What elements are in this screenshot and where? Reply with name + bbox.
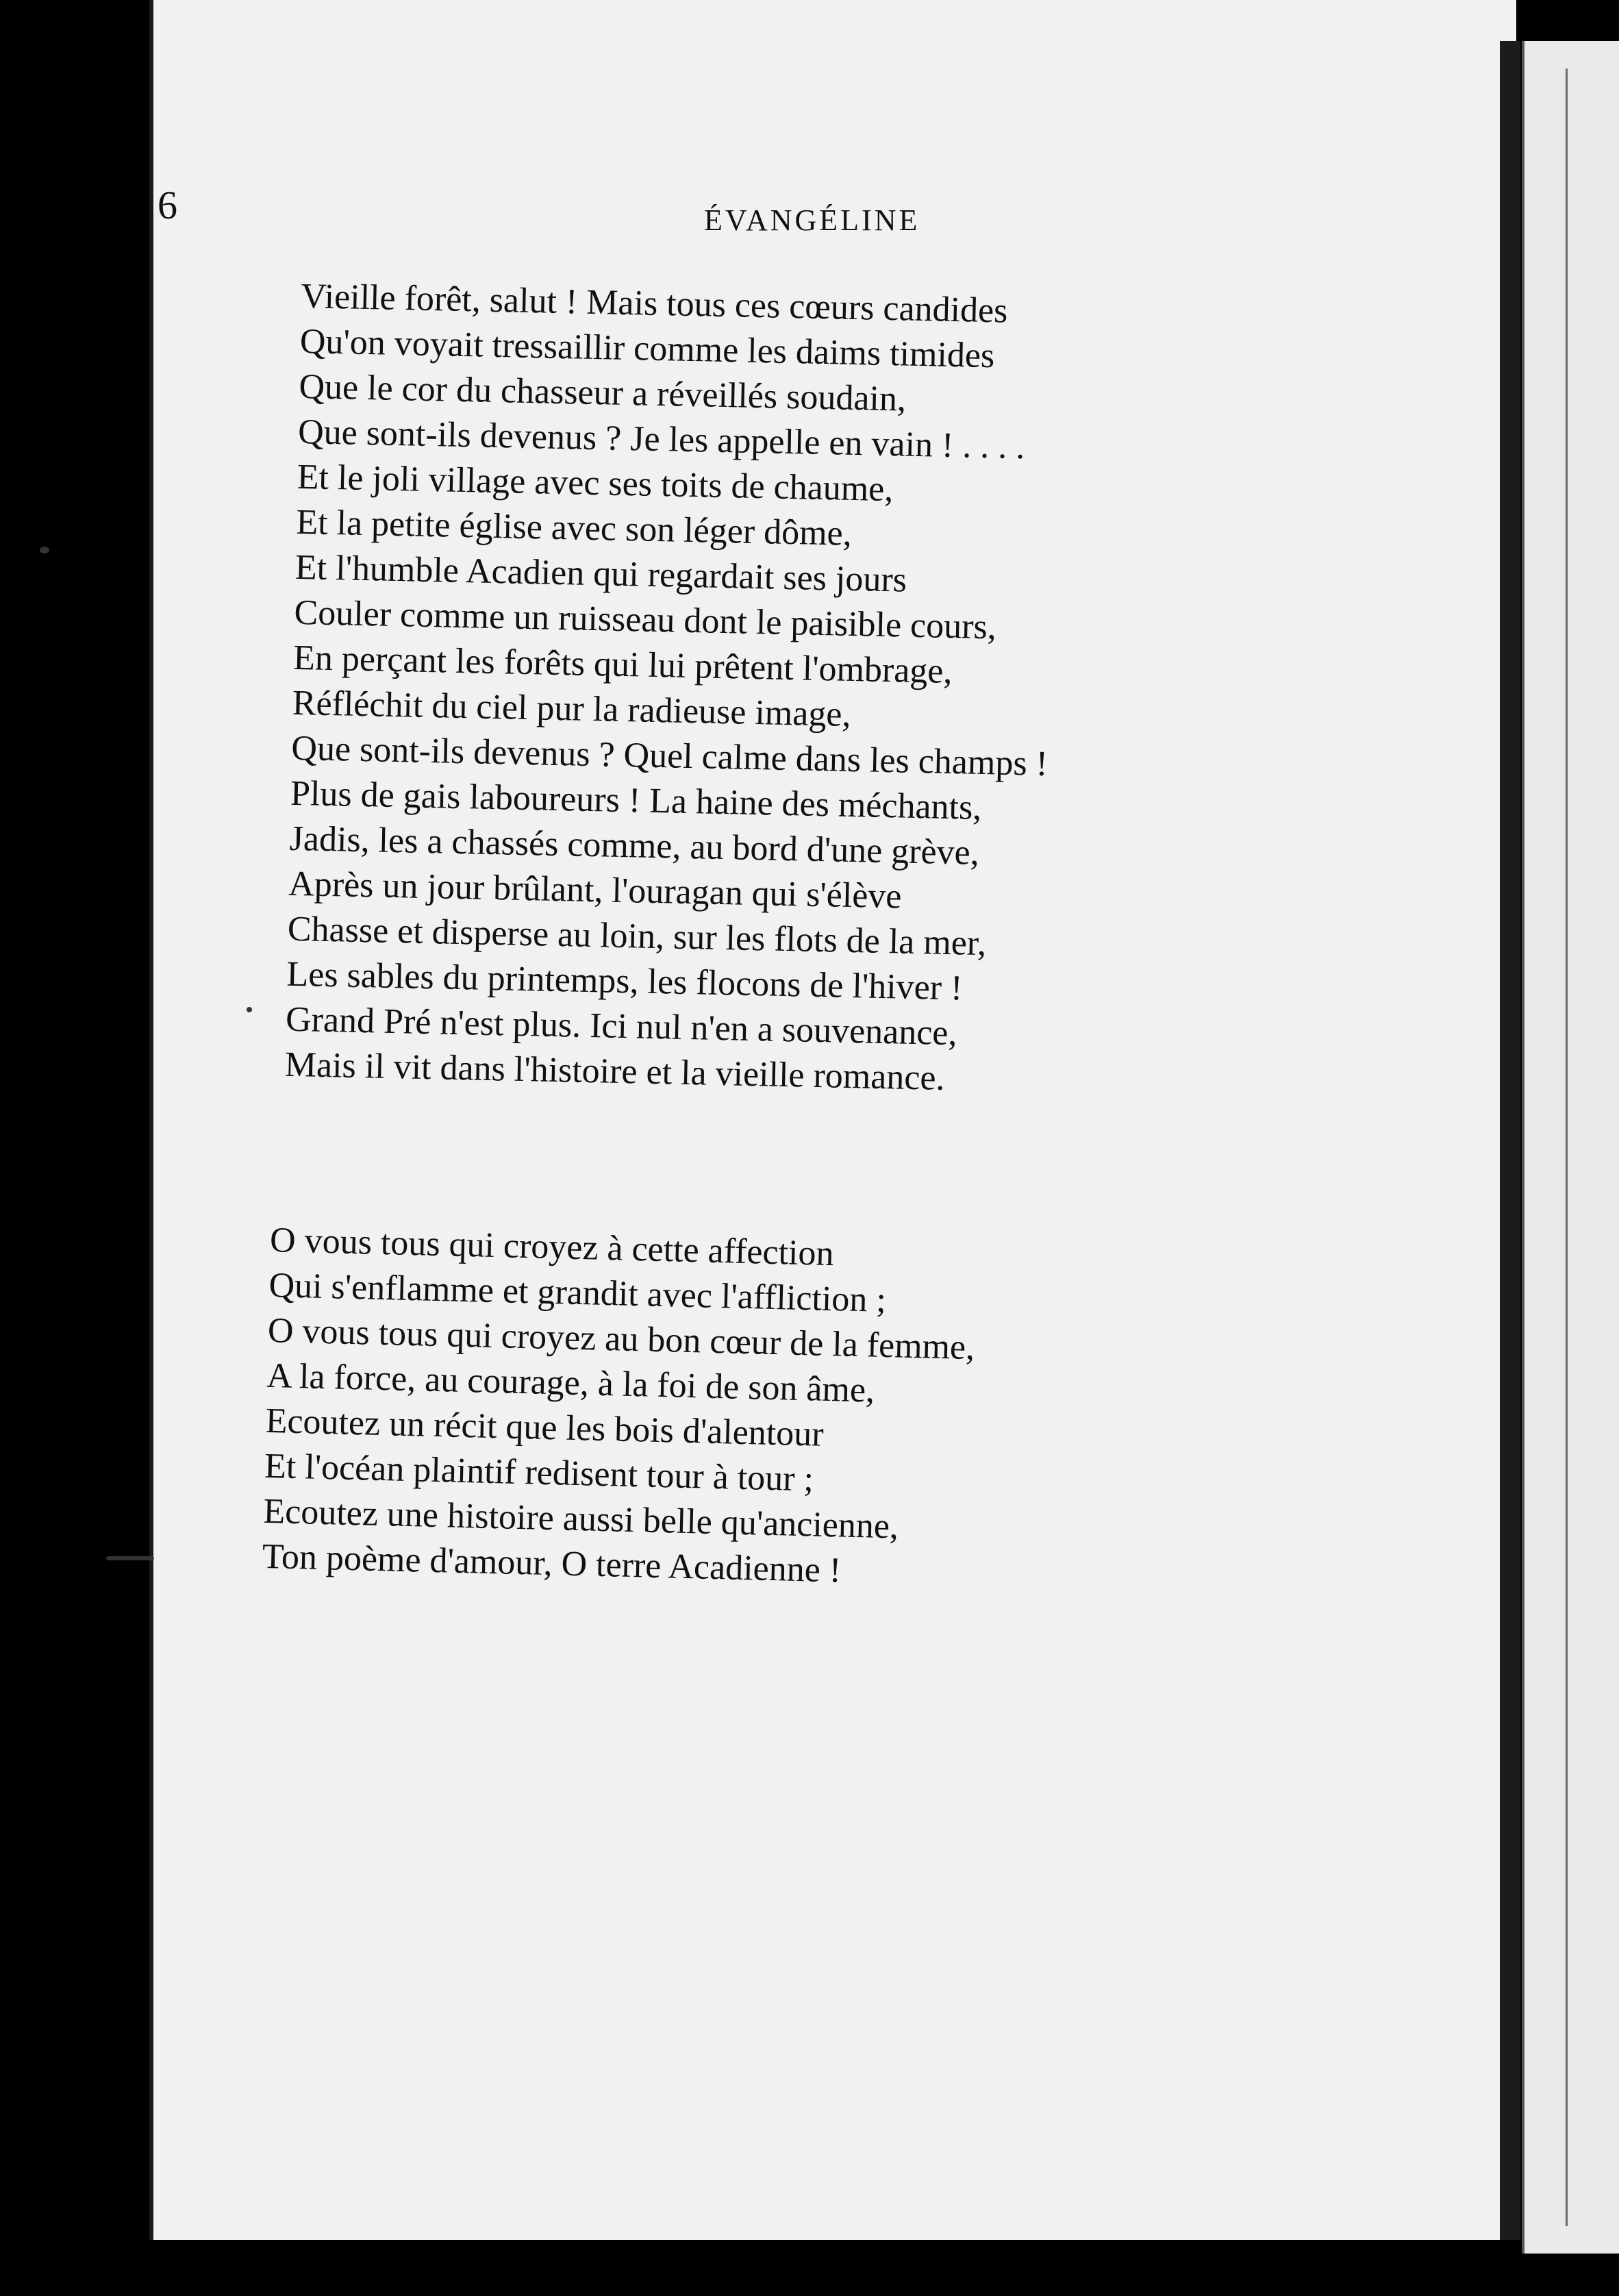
verse-line: Chasse et disperse au loin, sur les flots de la mer, — [287, 909, 987, 964]
scan-speck — [106, 1556, 154, 1560]
verse-line: Et l'océan plaintif redisent tour à tour ; — [264, 1446, 814, 1499]
adjacent-page-edge — [1522, 41, 1619, 2254]
verse-line: Grand Pré n'est plus. Ici nul n'en a souvenance, — [285, 999, 958, 1053]
stanza-1 — [284, 274, 1057, 1103]
verse-line: Plus de gais laboureurs ! La haine des méchants, — [290, 773, 982, 827]
verse-line: Les sables du printemps, les flocons de l'hiver ! — [286, 954, 964, 1008]
verse-line: Que sont-ils devenus ? Je les appelle en vain ! . . . . — [297, 412, 1025, 467]
verse-line: A la force, au courage, à la foi de son âme, — [266, 1356, 875, 1410]
verse-line: Jadis, les a chassés comme, au bord d'une grève, — [289, 819, 980, 873]
verse-line: Couler comme un ruisseau dont le paisible cours, — [294, 592, 997, 647]
stanza-2 — [262, 1218, 977, 1597]
verse-line: En perçant les forêts qui lui prêtent l'ombrage, — [292, 638, 953, 692]
verse-line: Ton poème d'amour, O terre Acadienne ! — [262, 1536, 842, 1590]
verse-line: Et la petite église avec son léger dôme, — [295, 502, 853, 553]
verse-line: O vous tous qui croyez à cette affection — [269, 1220, 835, 1274]
verse-line: Que le cor du chasseur a réveillés soudain, — [298, 366, 907, 419]
verse-line: Après un jour brûlant, l'ouragan qui s'élève — [288, 864, 903, 916]
verse-line: Qu'on voyait tressaillir comme les daims timides — [299, 321, 995, 376]
verse-line: O vous tous qui croyez au bon cœur de la femme, — [267, 1310, 975, 1368]
verse-line: Mais il vit dans l'histoire et la vieille romance. — [284, 1045, 946, 1098]
running-title: ÉVANGÉLINE — [704, 203, 920, 237]
verse-line: Vieille forêt, salut ! Mais tous ces cœurs candides — [300, 276, 1008, 331]
verse-line: Ecoutez une histoire aussi belle qu'ancienne, — [262, 1491, 899, 1547]
verse-line: Ecoutez un récit que les bois d'alentour — [265, 1401, 825, 1454]
scan-speck — [247, 1007, 252, 1012]
verse-line: Qui s'enflamme et grandit avec l'affliction ; — [268, 1265, 887, 1320]
verse-line: Et l'humble Acadien qui regardait ses jours — [294, 547, 907, 600]
scan-speck — [40, 547, 49, 553]
adjacent-page-rule — [1566, 68, 1568, 2226]
page-binding-edge — [1500, 41, 1520, 2240]
page-number: 6 — [158, 183, 177, 227]
verse-line: Réfléchit du ciel pur la radieuse image, — [292, 683, 852, 734]
verse-line: Que sont-ils devenus ? Quel calme dans les champs ! — [290, 728, 1049, 784]
verse-line: Et le joli village avec ses toits de chaume, — [297, 457, 894, 510]
